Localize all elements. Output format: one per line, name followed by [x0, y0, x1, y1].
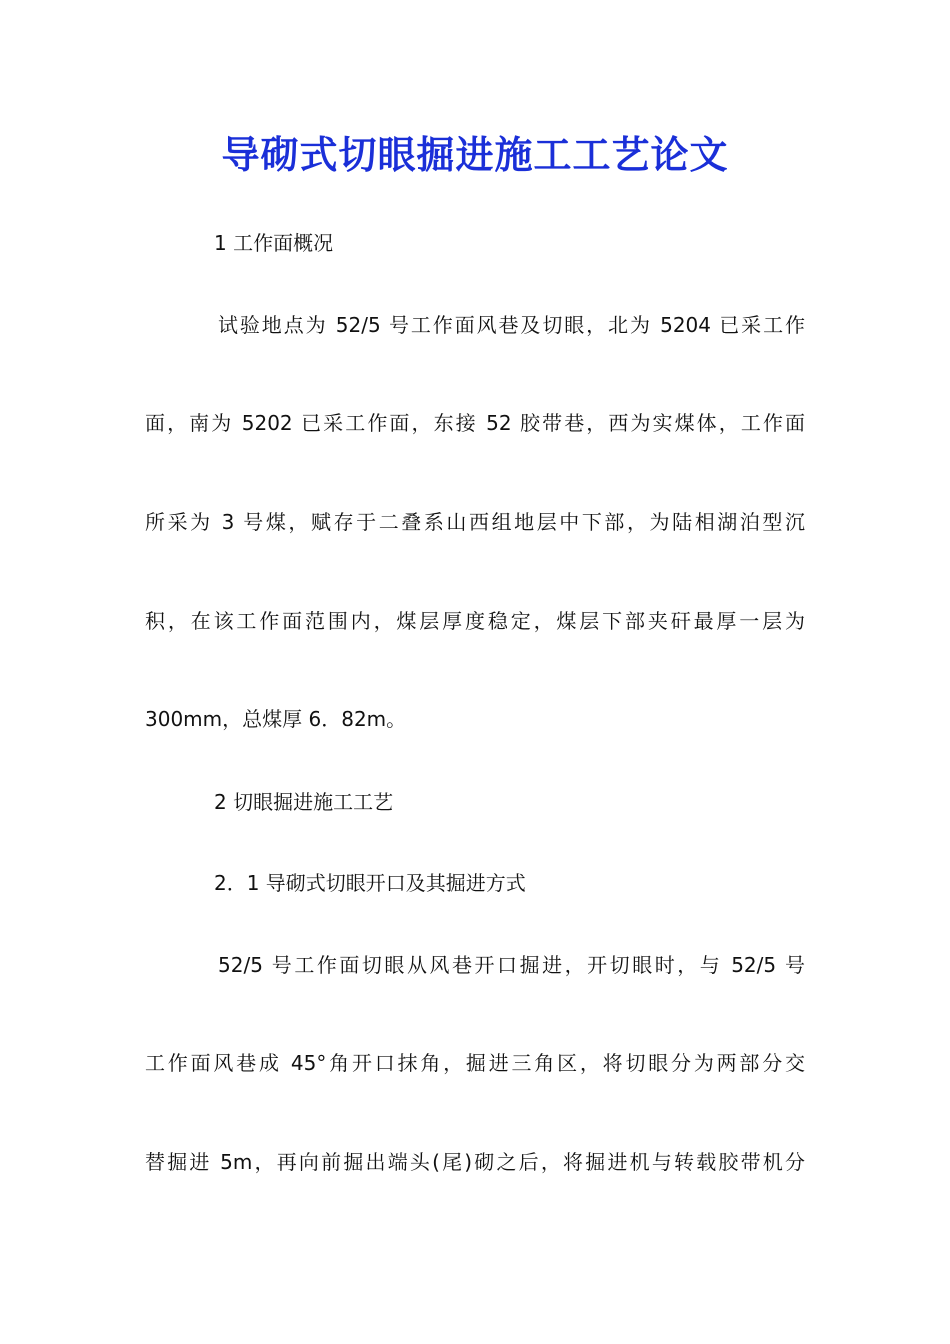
section-heading-2: 2 切眼掘进施工工艺 [214, 790, 394, 814]
paragraph-1-line-2: 面，南为 5202 已采工作面，东接 52 胶带巷，西为实煤体，工作面 [145, 411, 805, 435]
paragraph-2-line-2: 工作面风巷成 45°角开口抹角，掘进三角区，将切眼分为两部分交 [145, 1051, 805, 1075]
paragraph-1-line-4: 积，在该工作面范围内，煤层厚度稳定，煤层下部夹矸最厚一层为 [145, 609, 805, 633]
paragraph-1-line-5: 300mm，总煤厚 6．82m。 [145, 707, 407, 731]
section-heading-2-1: 2．1 导砌式切眼开口及其掘进方式 [214, 871, 526, 895]
section-heading-1: 1 工作面概况 [214, 231, 334, 255]
paragraph-2-line-1: 52/5 号工作面切眼从风巷开口掘进，开切眼时，与 52/5 号 [218, 953, 805, 977]
document-title: 导砌式切眼掘进施工工艺论文 [221, 132, 729, 177]
paragraph-2-line-3: 替掘进 5m，再向前掘出端头(尾)砌之后，将掘进机与转载胶带机分 [145, 1150, 805, 1174]
paragraph-1-line-3: 所采为 3 号煤，赋存于二叠系山西组地层中下部，为陆相湖泊型沉 [145, 510, 805, 534]
paragraph-1-line-1: 试验地点为 52/5 号工作面风巷及切眼，北为 5204 已采工作 [218, 313, 805, 337]
